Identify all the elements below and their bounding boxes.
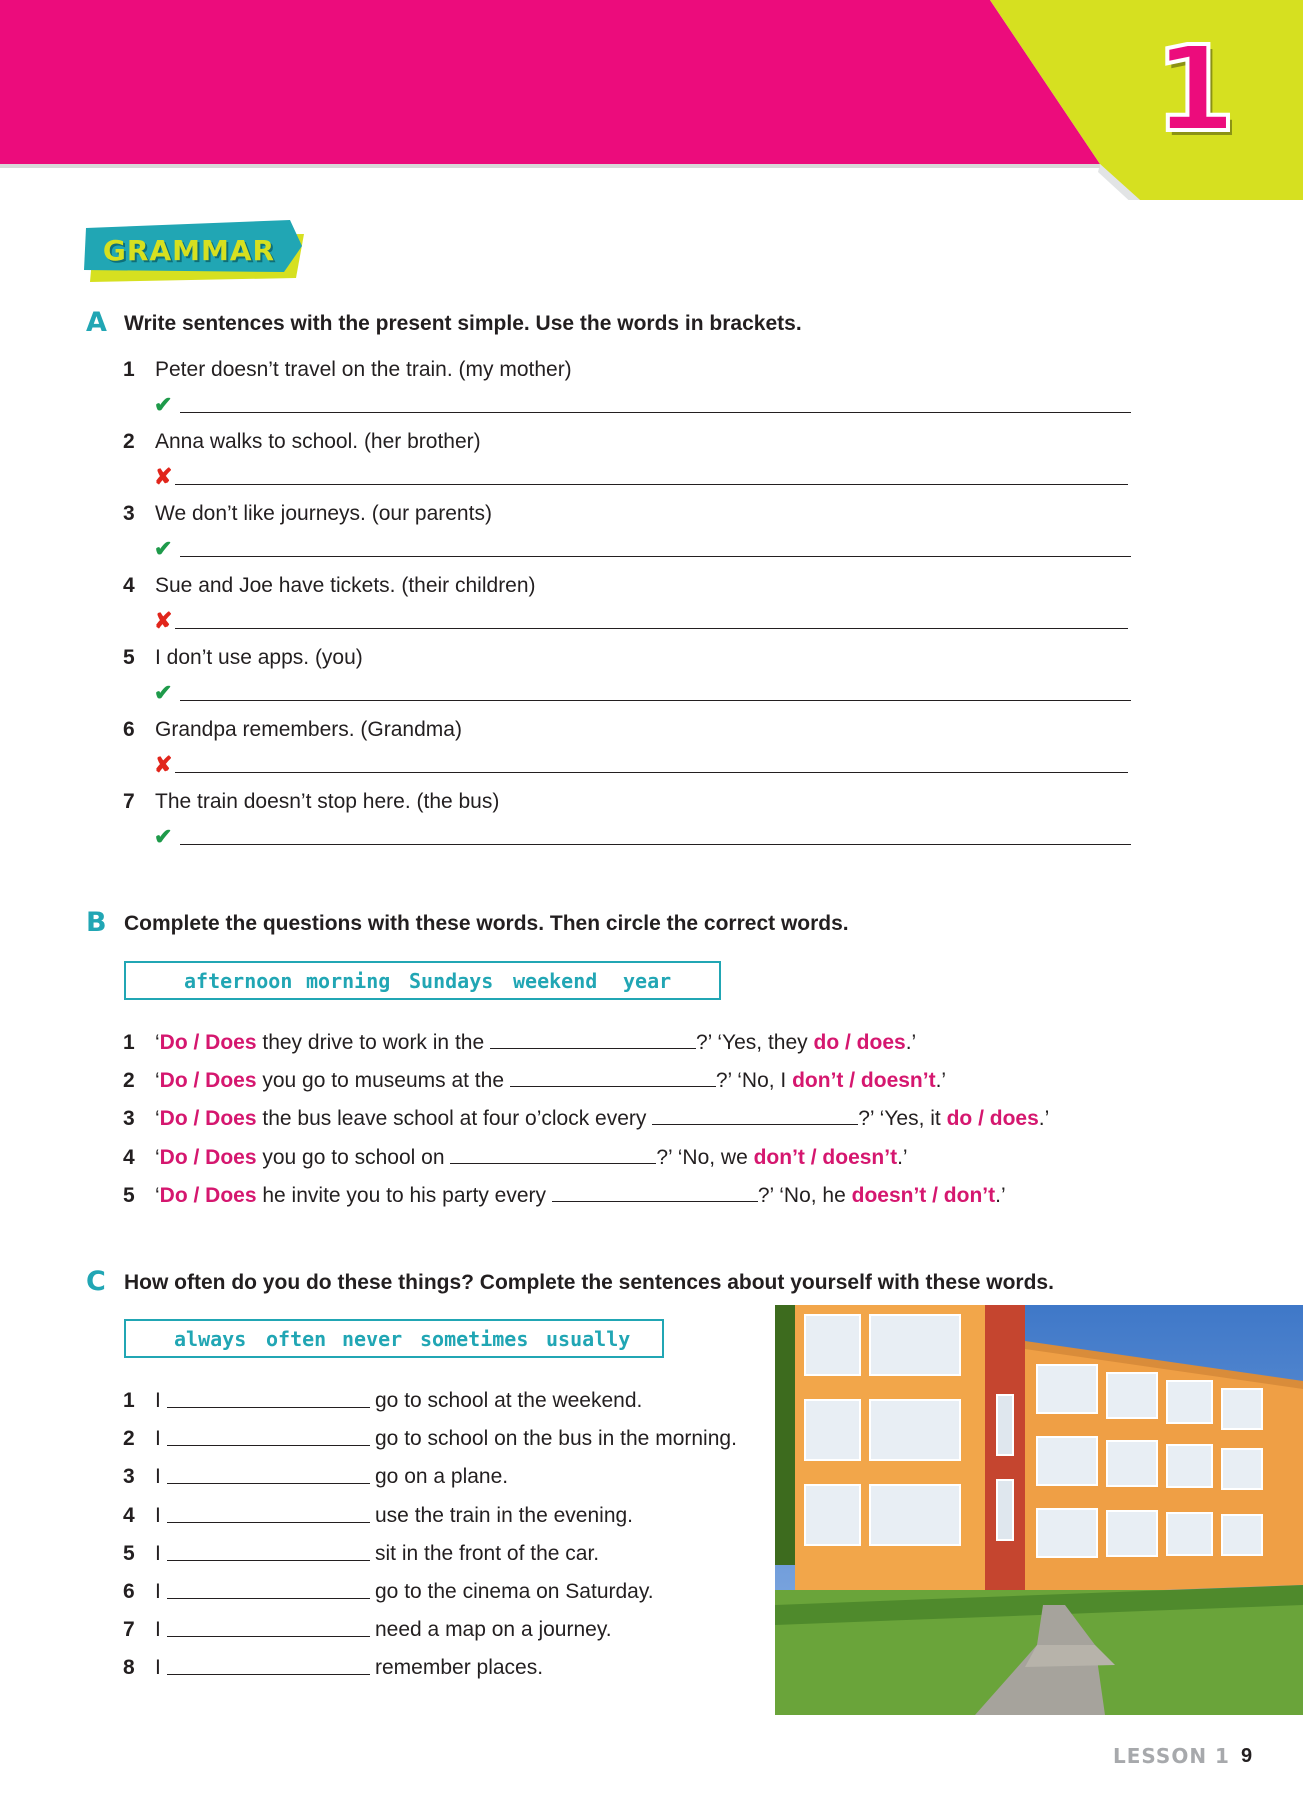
answer-line[interactable]	[180, 844, 1131, 845]
c-item-start: I	[155, 1389, 161, 1412]
c-item-num: 3	[123, 1465, 135, 1488]
answer-blank[interactable]	[167, 1407, 370, 1408]
a-item-num: 6	[123, 718, 135, 741]
answer-blank[interactable]	[167, 1636, 370, 1637]
c-item-end: use the train in the evening.	[375, 1504, 634, 1527]
cross-icon: ✘	[154, 752, 173, 777]
answer-choice[interactable]: do / does	[946, 1107, 1039, 1130]
page-number: 9	[1241, 1745, 1253, 1767]
answer-blank[interactable]	[552, 1185, 758, 1202]
word-box-c	[124, 1319, 664, 1358]
school-building-photo	[775, 1305, 1303, 1715]
section-a-instruction: Write sentences with the present simple. Use the words in brackets.	[124, 312, 802, 335]
c-item-start: I	[155, 1504, 161, 1527]
tick-icon: ✔	[154, 392, 173, 417]
c-item-num: 2	[123, 1427, 135, 1450]
answer-blank[interactable]	[167, 1445, 370, 1446]
c-item-start: I	[155, 1580, 161, 1603]
a-item-text: Sue and Joe have tickets. (their children)	[155, 574, 536, 597]
answer-blank[interactable]	[167, 1674, 370, 1675]
tick-icon: ✔	[154, 824, 173, 849]
a-item-text: Grandpa remembers. (Grandma)	[155, 718, 462, 741]
section-b-letter: B	[86, 907, 107, 938]
a-item-text: Anna walks to school. (her brother)	[155, 430, 481, 453]
word-chip: Sundays	[409, 969, 494, 993]
answer-blank[interactable]	[652, 1108, 858, 1125]
c-item-start: I	[155, 1427, 161, 1450]
word-chip: always	[174, 1327, 247, 1351]
b-question: ‘Do / Does the bus leave school at four o’clock every ?’ ‘Yes, it do / does.’	[155, 1107, 1050, 1130]
word-chip: sometimes	[420, 1327, 529, 1351]
b-item-num: 3	[123, 1107, 135, 1130]
tick-icon: ✔	[154, 536, 173, 561]
answer-blank[interactable]	[167, 1560, 370, 1561]
word-chip: year	[623, 969, 672, 993]
footer-lesson: LESSON 1	[1113, 1744, 1230, 1768]
c-item-num: 7	[123, 1618, 135, 1641]
header-banner	[0, 0, 1303, 200]
section-b-instruction: Complete the questions with these words. Then circle the correct words.	[124, 912, 849, 935]
c-item-start: I	[155, 1542, 161, 1565]
c-item-end: go to the cinema on Saturday.	[375, 1580, 654, 1603]
word-chip: usually	[546, 1327, 631, 1351]
c-item-end: go to school on the bus in the morning.	[375, 1427, 737, 1450]
b-question: ‘Do / Does he invite you to his party every ?’ ‘No, he doesn’t / don’t.’	[155, 1184, 1006, 1207]
choice-do-does[interactable]: Do / Does	[159, 1107, 257, 1130]
word-chip: morning	[306, 969, 391, 993]
c-item-num: 8	[123, 1656, 135, 1679]
answer-blank[interactable]	[167, 1522, 370, 1523]
grammar-badge	[84, 216, 314, 290]
a-item-num: 1	[123, 358, 135, 381]
a-item-num: 5	[123, 646, 135, 669]
answer-blank[interactable]	[450, 1147, 656, 1164]
tick-icon: ✔	[154, 680, 173, 705]
c-item-start: I	[155, 1618, 161, 1641]
b-question: ‘Do / Does you go to museums at the ?’ ‘No, I don’t / doesn’t.’	[155, 1069, 947, 1092]
answer-line[interactable]	[180, 700, 1131, 701]
answer-blank[interactable]	[167, 1483, 370, 1484]
grammar-label: GRAMMAR	[102, 234, 276, 267]
b-item-num: 1	[123, 1031, 135, 1054]
choice-do-does[interactable]: Do / Does	[159, 1031, 257, 1054]
b-item-num: 5	[123, 1184, 135, 1207]
answer-choice[interactable]: doesn’t / don’t	[851, 1184, 996, 1207]
answer-line[interactable]	[175, 772, 1128, 773]
answer-choice[interactable]: don’t / doesn’t	[753, 1146, 898, 1169]
unit-number: 1	[1153, 20, 1237, 158]
c-item-start: I	[155, 1656, 161, 1679]
b-question: ‘Do / Does you go to school on ?’ ‘No, we don’t / doesn’t.’	[155, 1146, 908, 1169]
c-item-end: remember places.	[375, 1656, 544, 1679]
section-c-instruction: How often do you do these things? Complete the sentences about yourself with these words.	[124, 1271, 1054, 1294]
cross-icon: ✘	[154, 464, 173, 489]
b-item-num: 2	[123, 1069, 135, 1092]
b-item-num: 4	[123, 1146, 135, 1169]
c-item-end: sit in the front of the car.	[375, 1542, 600, 1565]
answer-blank[interactable]	[167, 1598, 370, 1599]
word-chip: often	[266, 1327, 327, 1351]
a-item-num: 2	[123, 430, 135, 453]
a-item-num: 3	[123, 502, 135, 525]
a-item-text: We don’t like journeys. (our parents)	[155, 502, 492, 525]
word-chip: afternoon	[184, 969, 293, 993]
c-item-start: I	[155, 1465, 161, 1488]
c-item-num: 4	[123, 1504, 135, 1527]
a-item-num: 7	[123, 790, 135, 813]
choice-do-does[interactable]: Do / Does	[159, 1069, 257, 1092]
c-item-num: 1	[123, 1389, 135, 1412]
choice-do-does[interactable]: Do / Does	[159, 1146, 257, 1169]
answer-line[interactable]	[180, 412, 1131, 413]
a-item-text: The train doesn’t stop here. (the bus)	[155, 790, 500, 813]
answer-line[interactable]	[175, 484, 1128, 485]
word-box-b	[124, 961, 721, 1000]
c-item-num: 5	[123, 1542, 135, 1565]
section-c-letter: C	[86, 1266, 106, 1297]
word-chip: weekend	[513, 969, 598, 993]
answer-choice[interactable]: do / does	[813, 1031, 906, 1054]
a-item-text: Peter doesn’t travel on the train. (my mother)	[155, 358, 572, 381]
cross-icon: ✘	[154, 608, 173, 633]
a-item-num: 4	[123, 574, 135, 597]
c-item-end: go on a plane.	[375, 1465, 509, 1488]
section-a-letter: A	[86, 307, 107, 338]
answer-line[interactable]	[180, 556, 1131, 557]
a-item-text: I don’t use apps. (you)	[155, 646, 363, 669]
c-item-end: go to school at the weekend.	[375, 1389, 643, 1412]
b-question: ‘Do / Does they drive to work in the ?’ ‘Yes, they do / does.’	[155, 1031, 917, 1054]
c-item-end: need a map on a journey.	[375, 1618, 612, 1641]
answer-blank[interactable]	[510, 1070, 716, 1087]
choice-do-does[interactable]: Do / Does	[159, 1184, 257, 1207]
word-chip: never	[342, 1327, 403, 1351]
answer-choice[interactable]: don’t / doesn’t	[792, 1069, 936, 1092]
answer-line[interactable]	[175, 628, 1128, 629]
c-item-num: 6	[123, 1580, 135, 1603]
answer-blank[interactable]	[490, 1032, 696, 1049]
